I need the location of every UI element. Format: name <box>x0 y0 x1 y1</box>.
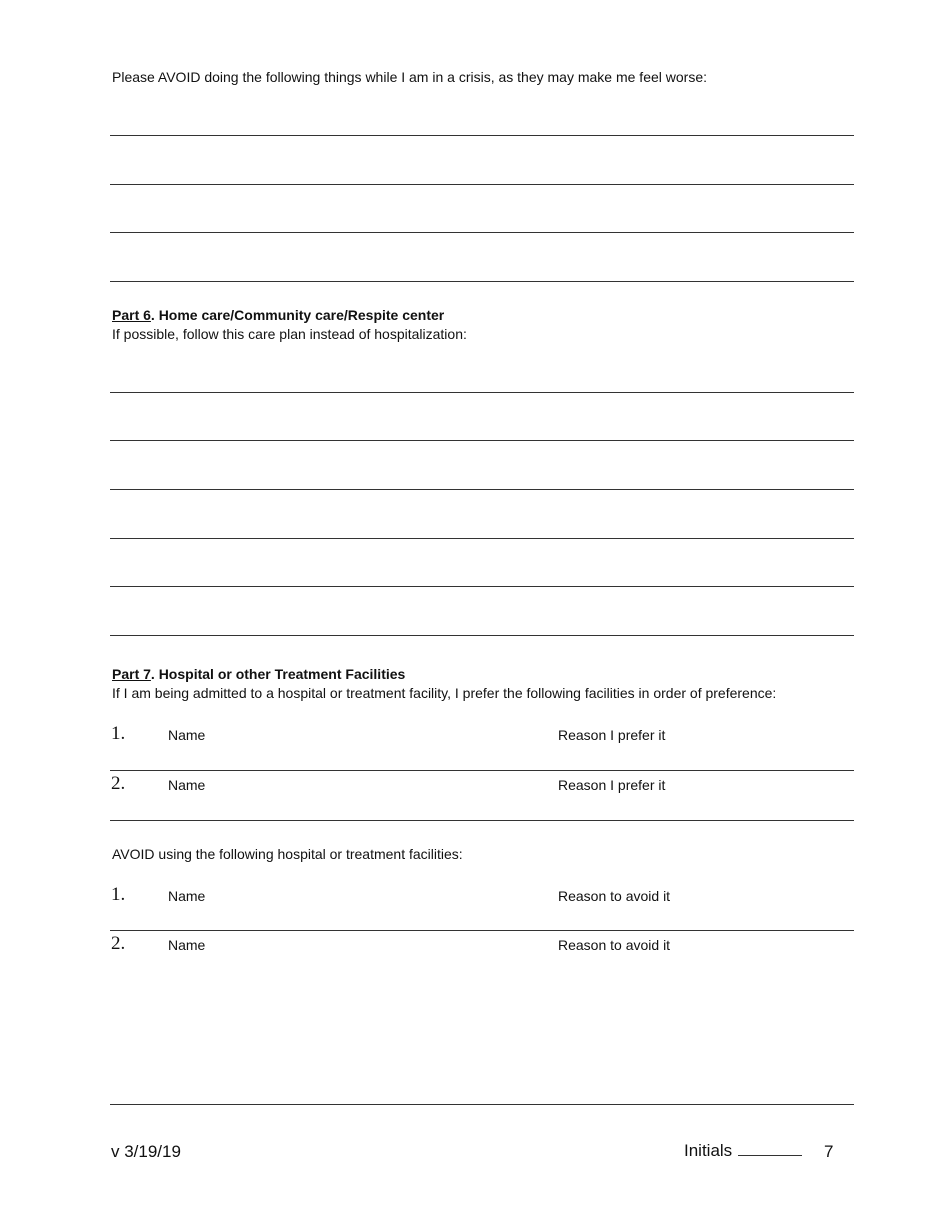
part6-title: . Home care/Community care/Respite center <box>150 307 445 323</box>
initials-field <box>684 1141 802 1161</box>
preferred-2-reason-label: Reason I prefer it <box>558 777 666 793</box>
part7-subtitle: If I am being admitted to a hospital or treatment facility, I prefer the following facilities in order of preference: <box>112 685 777 701</box>
preferred-2-line[interactable] <box>110 820 854 821</box>
preferred-1-name-label: Name <box>168 727 206 743</box>
care-plan-line-2[interactable] <box>110 440 854 441</box>
avoid-answer-line-2[interactable] <box>110 184 854 185</box>
avoided-1-name-label: Name <box>168 888 206 904</box>
care-plan-line-6[interactable] <box>110 635 854 636</box>
care-plan-line-4[interactable] <box>110 538 854 539</box>
care-plan-line-5[interactable] <box>110 586 854 587</box>
initials-input-line[interactable] <box>738 1141 802 1156</box>
part6-label: Part 6 <box>112 307 151 323</box>
preferred-1-number: 1. <box>111 723 126 744</box>
avoided-1-reason-label: Reason to avoid it <box>558 888 671 904</box>
care-plan-line-1[interactable] <box>110 392 854 393</box>
avoid-prompt: Please AVOID doing the following things while I am in a crisis, as they may make me feel worse: <box>112 69 708 85</box>
avoid-facilities-prompt: AVOID using the following hospital or treatment facilities: <box>112 846 463 862</box>
preferred-2-name-label: Name <box>168 777 206 793</box>
preferred-1-line[interactable] <box>110 770 854 771</box>
avoided-2-reason-label: Reason to avoid it <box>558 937 671 953</box>
preferred-2-number: 2. <box>111 773 126 794</box>
initials-label: Initials <box>684 1141 733 1160</box>
part7-label: Part 7 <box>112 666 151 682</box>
page-number: 7 <box>824 1142 834 1161</box>
preferred-1-reason-label: Reason I prefer it <box>558 727 666 743</box>
avoided-2-number: 2. <box>111 933 126 954</box>
avoid-answer-line-4[interactable] <box>110 281 854 282</box>
part7-heading <box>112 665 405 683</box>
part6-subtitle: If possible, follow this care plan instead of hospitalization: <box>112 326 467 342</box>
avoided-1-number: 1. <box>111 884 126 905</box>
footer-divider <box>110 1104 854 1105</box>
part7-title: . Hospital or other Treatment Facilities <box>150 666 406 682</box>
care-plan-line-3[interactable] <box>110 489 854 490</box>
avoided-2-name-label: Name <box>168 937 206 953</box>
part6-heading <box>112 306 444 324</box>
version-date: v 3/19/19 <box>111 1142 181 1161</box>
avoid-answer-line-3[interactable] <box>110 232 854 233</box>
avoid-answer-line-1[interactable] <box>110 135 854 136</box>
avoided-1-line[interactable] <box>110 930 854 931</box>
